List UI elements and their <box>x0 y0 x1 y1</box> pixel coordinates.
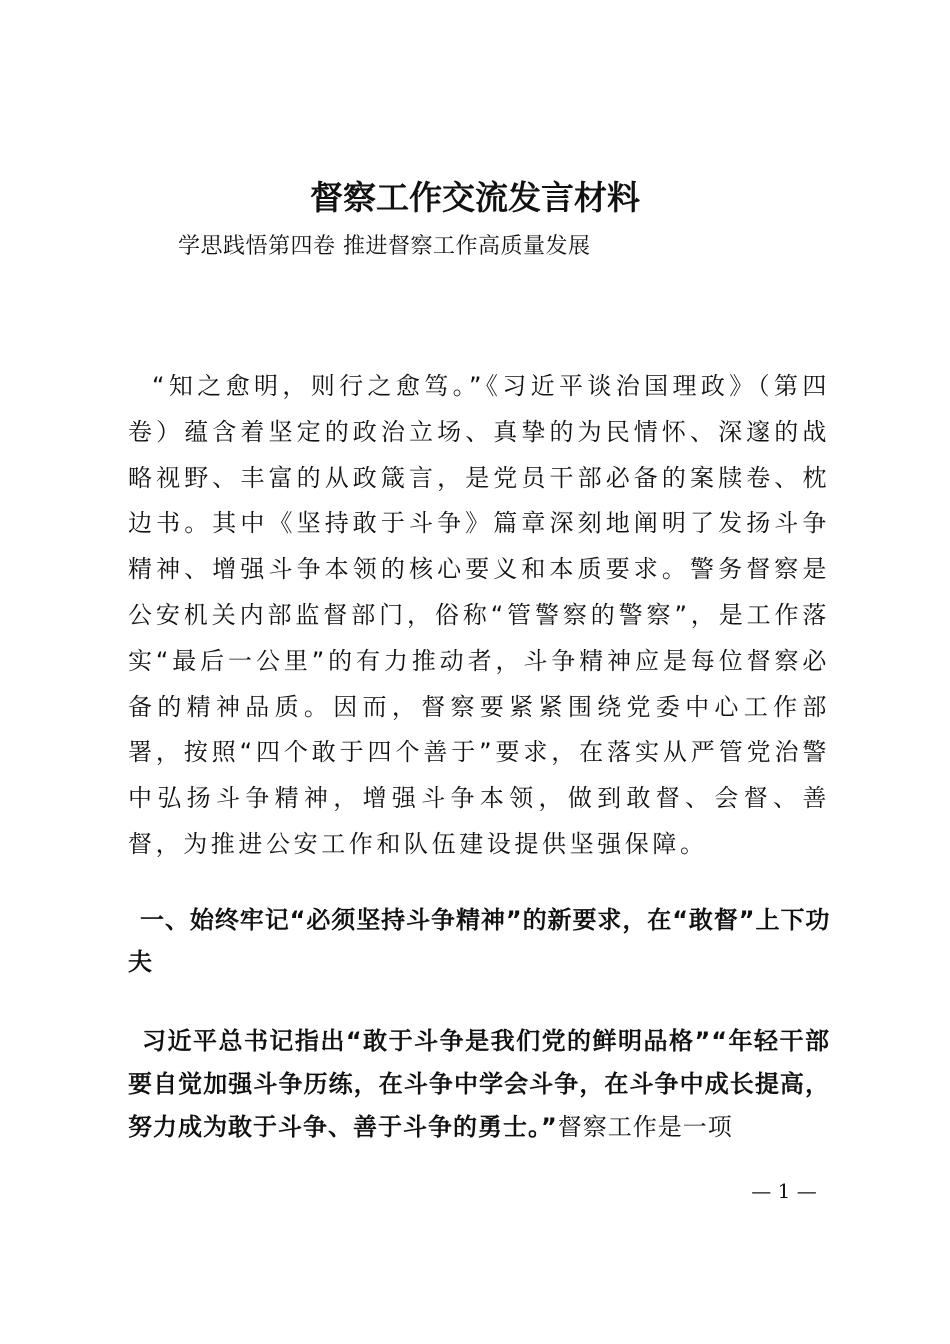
section-1-paragraph <box>128 1020 830 1149</box>
page-number: — 1 — <box>751 1179 817 1203</box>
document-title: 督察工作交流发言材料 <box>310 178 640 217</box>
section-heading-1: 一、始终牢记“必须坚持斗争精神”的新要求，在“敢督”上下功夫 <box>128 906 830 976</box>
document-subtitle: 学思践悟第四卷 推进督察工作高质量发展 <box>178 234 591 259</box>
intro-paragraph: “知之愈明，则行之愈笃。”《习近平谈治国理政》（第四卷）蕴含着坚定的政治立场、真挚的为民情怀、深邃的战略视野、丰富的从政箴言，是党员干部必备的案牍卷、枕边书。其中《坚持敢于斗争》篇章深刻地阐明了发扬斗争精神、增强斗争本领的核心要义和本质要求。警务督察是公安机关内部监督部门，俗称“管警察的警察”，是工作落实“最后一公里”的有力推动者，斗争精神应是每位督察必备的精神品质。因而，督察要紧紧围绕党委中心工作部署，按照“四个敢于四个善于”要求，在落实从严管党治警中弘扬斗争精神，增强斗争本领，做到敢督、会督、善督，为推进公安工作和队伍建设提供坚强保障。 <box>128 372 830 858</box>
quote-text: 习近平总书记指出“敢于斗争是我们党的鲜明品格”“年轻干部要自觉加强斗争历练，在斗争中学会斗争，在斗争中成长提高，努力成为敢于斗争、善于斗争的勇士。” <box>128 1027 830 1141</box>
paragraph-continuation: 督察工作是一项 <box>557 1113 733 1141</box>
